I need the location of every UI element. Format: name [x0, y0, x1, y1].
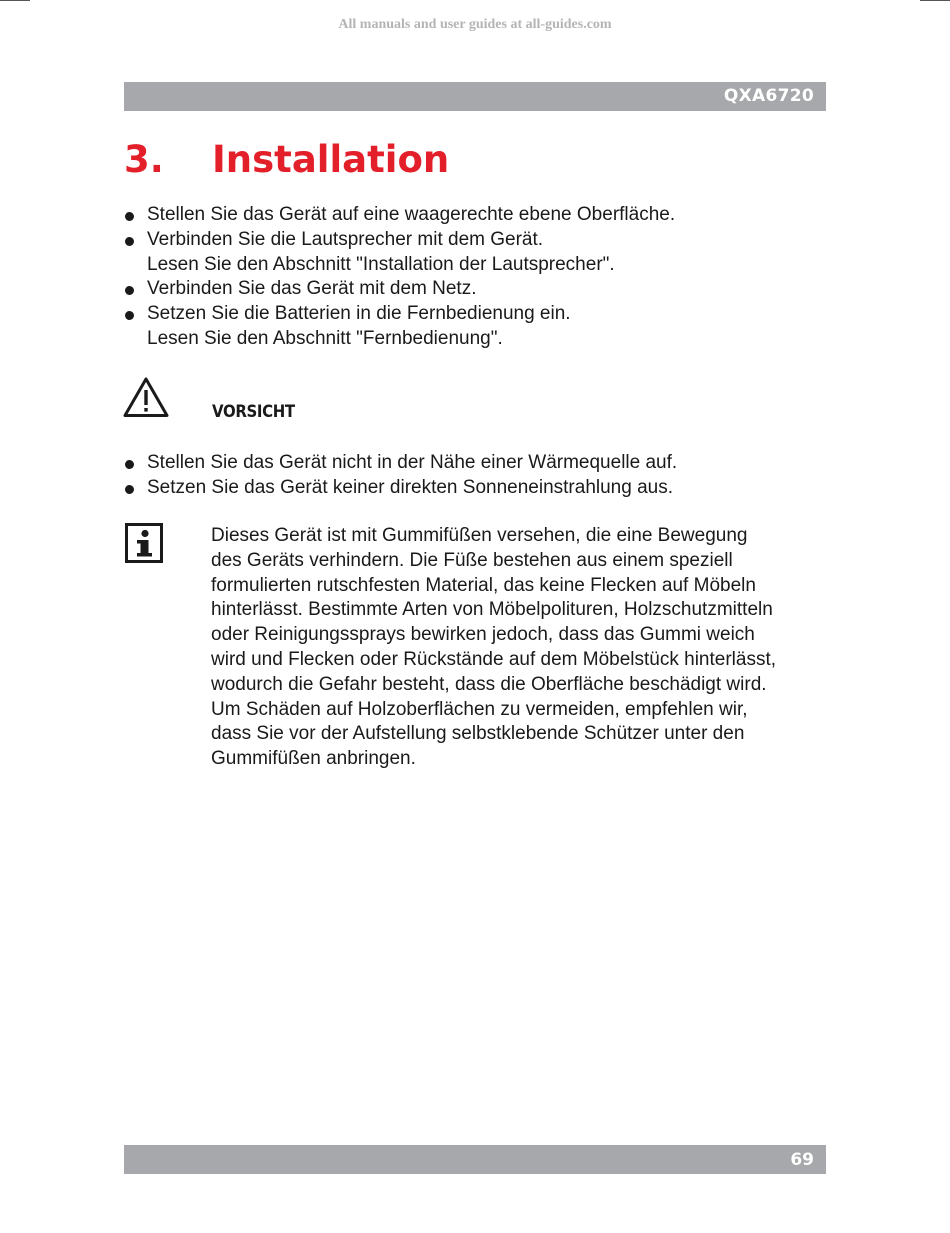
caution-list — [124, 451, 824, 501]
list-item-text: Stellen Sie das Gerät auf eine waagerechte ebene Oberfläche. — [147, 204, 676, 225]
info-line: des Geräts verhindern. Die Füße bestehen aus einem speziell — [211, 549, 733, 571]
footer-bar — [124, 1145, 826, 1174]
info-line: oder Reinigungssprays bewirken jedoch, dass das Gummi weich — [211, 624, 755, 646]
list-item — [124, 476, 824, 501]
list-item-note: Lesen Sie den Abschnitt "Fernbedienung". — [147, 327, 503, 349]
section-number: 3. — [124, 138, 164, 181]
install-steps-list — [124, 203, 824, 352]
bullet-icon — [125, 311, 134, 320]
info-line: Gummifüßen anbringen. — [211, 748, 416, 770]
list-item — [124, 203, 824, 228]
info-line: Um Schäden auf Holzoberflächen zu vermeiden, empfehlen wir, — [211, 698, 748, 720]
list-item-text: Verbinden Sie die Lautsprecher mit dem Gerät. — [147, 228, 544, 250]
list-item-note: Lesen Sie den Abschnitt "Installation der Lautsprecher". — [147, 253, 615, 275]
list-item — [124, 302, 824, 352]
list-item-text: Setzen Sie das Gerät keiner direkten Sonneneinstrahlung aus. — [147, 476, 673, 498]
bullet-icon — [125, 212, 134, 221]
header-bar — [124, 82, 826, 111]
bullet-icon — [125, 237, 134, 246]
info-line: formulierten rutschfesten Material, das keine Flecken auf Möbeln — [211, 574, 756, 596]
list-item — [124, 228, 824, 278]
watermark: All manuals and user guides at all-guides.com — [338, 17, 612, 32]
bullet-icon — [125, 286, 134, 295]
info-line: wird und Flecken oder Rückstände auf dem Möbelstück hinterlässt, — [211, 648, 776, 670]
list-item — [124, 277, 824, 302]
list-item — [124, 451, 824, 476]
info-line: dass Sie vor der Aufstellung selbstklebende Schützer unter den — [211, 723, 745, 745]
list-item-text: Verbinden Sie das Gerät mit dem Netz. — [147, 278, 477, 300]
bullet-icon — [125, 460, 134, 469]
info-line: Dieses Gerät ist mit Gummifüßen versehen, die eine Bewegung — [211, 525, 748, 546]
info-paragraph — [211, 524, 833, 772]
info-icon — [125, 523, 163, 563]
warning-triangle-icon — [123, 376, 169, 418]
caution-label: VORSICHT — [212, 402, 295, 422]
section-title: Installation — [212, 138, 450, 181]
info-line: hinterlässt. Bestimmte Arten von Möbelpolituren, Holzschutzmitteln — [211, 599, 773, 621]
list-item-text: Stellen Sie das Gerät nicht in der Nähe einer Wärmequelle auf. — [147, 452, 678, 473]
crop-mark-left — [0, 0, 30, 1]
info-line: wodurch die Gefahr besteht, dass die Oberfläche beschädigt wird. — [211, 673, 767, 695]
bullet-icon — [125, 485, 134, 494]
section-heading — [124, 138, 824, 184]
page-number: 69 — [790, 1150, 814, 1170]
model-number: QXA6720 — [723, 86, 814, 106]
crop-mark-right — [920, 0, 950, 1]
list-item-text: Setzen Sie die Batterien in die Fernbedienung ein. — [147, 303, 571, 325]
